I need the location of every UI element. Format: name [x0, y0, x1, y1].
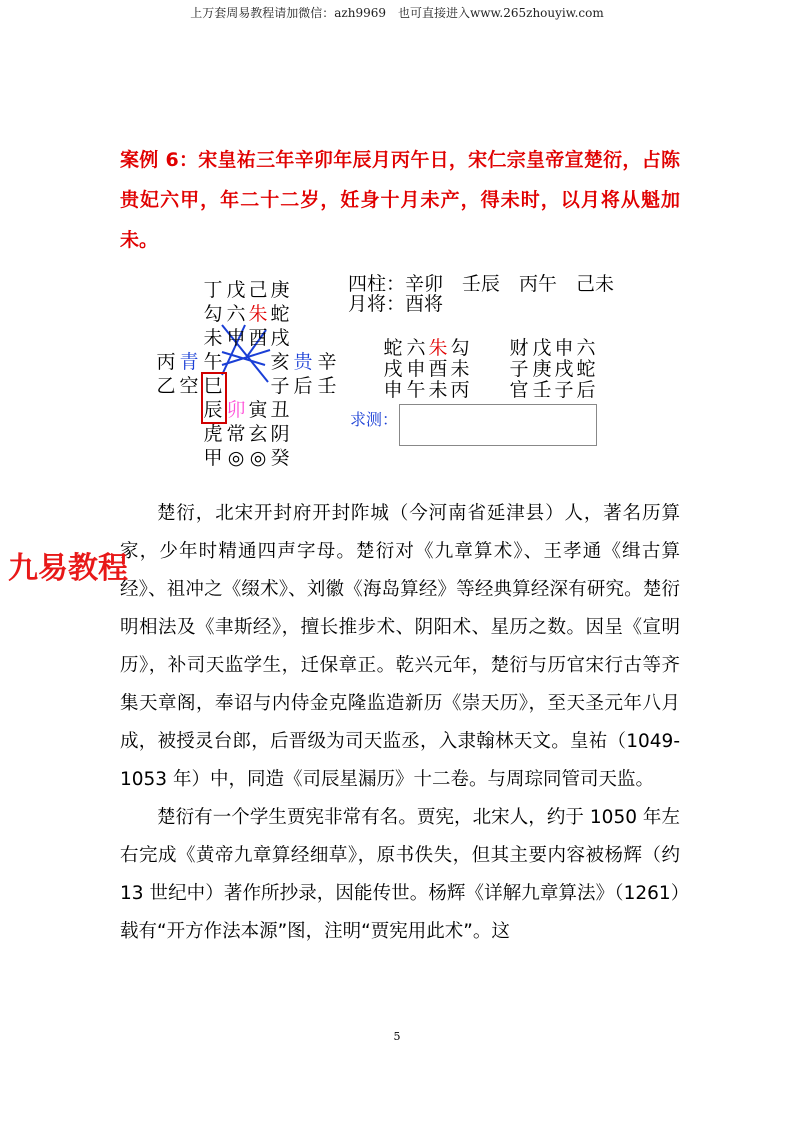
four-pillars: 四柱：辛卯 壬辰 丙午 己未 [348, 273, 615, 295]
bottom-general: 虎 [203, 423, 223, 445]
transmission-cell: 六 [576, 337, 596, 359]
left-general: 青 [179, 351, 199, 373]
course-cell: 朱 [428, 337, 448, 359]
bottom-general: 阴 [270, 423, 290, 445]
qiuce-input-box[interactable] [399, 404, 597, 446]
top-general: 蛇 [270, 303, 290, 325]
top-branch: 戌 [270, 327, 290, 349]
paragraph: 楚衍，北宋开封府开封阼城（今河南省延津县）人，著名历算家，少年时精通四声字母。楚衍对《九章算术》、王孝通《缉古算经》、祖冲之《缀术》、刘徽《海岛算经》等经典算经深有研究。楚衍明相法及《聿斯经》，擅长推步术、阴阳术、星历之数。因呈《宣明历》，补司天监学生，迁保章正。乾兴元年，楚衍与历官宋行古等齐集天章阁，奉诏与内侍金克隆监造新历《崇天历》，至天圣元年八月成，被授灵台郎，后晋级为司天监丞，入隶翰林天文。皇祐（1049-1053 年）中，同造《司辰星漏历》十二卷。与周琮同管司天监。 [120, 503, 680, 790]
course-cell: 六 [406, 337, 426, 359]
top-branch: 申 [226, 327, 246, 349]
transmission-cell: 蛇 [576, 358, 596, 380]
bottom-stem: ◎ [227, 447, 245, 469]
top-stem: 庚 [270, 279, 290, 301]
course-cell: 申 [406, 358, 426, 380]
transmission-cell: 申 [554, 337, 574, 359]
case-title: 案例 6：宋皇祐三年辛卯年辰月丙午日，宋仁宗皇帝宣楚衍，占陈贵妃六甲，年二十二岁，妊身十月未产，得未时，以月将从魁加未。 [120, 149, 680, 251]
bottom-branch: 丑 [270, 399, 290, 421]
body-text [120, 495, 680, 951]
top-branch: 酉 [248, 327, 268, 349]
course-cell: 丙 [450, 379, 470, 401]
right-general: 贵 [293, 351, 313, 373]
course-cell: 申 [383, 379, 403, 401]
course-cell: 戌 [383, 358, 403, 380]
right-branch: 亥 [270, 351, 290, 373]
bottom-general: 玄 [248, 423, 268, 445]
top-general: 六 [226, 303, 246, 325]
watermark-logo: 九易教程 [8, 551, 128, 586]
transmission-cell: 后 [576, 379, 596, 401]
transmission-cell: 壬 [532, 379, 552, 401]
transmission-cell: 庚 [532, 358, 552, 380]
liuren-chart [150, 270, 615, 470]
right-stem: 辛 [317, 351, 337, 373]
transmission-cell: 子 [554, 379, 574, 401]
top-stem: 戊 [226, 279, 246, 301]
left-branch: 午 [203, 351, 223, 373]
top-branch: 未 [203, 327, 223, 349]
transmission-cell: 财 [509, 337, 529, 359]
page-number: 5 [393, 1030, 401, 1043]
course-cell: 未 [428, 379, 448, 401]
top-stem: 丁 [203, 279, 223, 301]
top-general: 勾 [203, 303, 223, 325]
left-stem: 丙 [156, 351, 176, 373]
bottom-stem: ◎ [249, 447, 267, 469]
course-cell: 勾 [450, 337, 470, 359]
course-cell: 酉 [428, 358, 448, 380]
paragraph: 楚衍有一个学生贾宪非常有名。贾宪，北宋人，约于 1050 年左右完成《黄帝九章算经细草》，原书佚失，但其主要内容被杨辉（约 13 世纪中）著作所抄录，因能传世。杨辉《详解九章算法》（1261）载有“开方作法本源”图，注明“贾宪用此术”。这 [120, 807, 680, 942]
qiuce-label: 求测： [350, 410, 399, 429]
bottom-general: 常 [226, 423, 246, 445]
transmission-cell: 戊 [532, 337, 552, 359]
left-branch: 辰 [203, 399, 223, 421]
transmission-cell: 官 [509, 379, 529, 401]
transmission-cell: 戌 [554, 358, 574, 380]
bottom-branch: 卯 [226, 399, 246, 421]
course-cell: 蛇 [383, 337, 403, 359]
course-cell: 未 [450, 358, 470, 380]
top-general: 朱 [248, 303, 268, 325]
month-general: 月将：酉将 [348, 293, 444, 315]
transmission-cell: 子 [509, 358, 529, 380]
right-stem: 壬 [317, 375, 337, 397]
left-general: 空 [179, 375, 199, 397]
highlight-box [201, 372, 227, 424]
bottom-stem: 癸 [270, 447, 290, 469]
bottom-stem: 甲 [203, 447, 223, 469]
left-stem: 乙 [156, 375, 176, 397]
course-cell: 午 [406, 379, 426, 401]
bottom-branch: 寅 [248, 399, 268, 421]
page-header: 上万套周易教程请加微信：azh9969 也可直接进入www.265zhouyiw.com [190, 6, 604, 20]
right-general: 后 [293, 375, 313, 397]
right-branch: 子 [270, 375, 290, 397]
top-stem: 己 [248, 279, 268, 301]
left-branch: 巳 [203, 375, 223, 397]
